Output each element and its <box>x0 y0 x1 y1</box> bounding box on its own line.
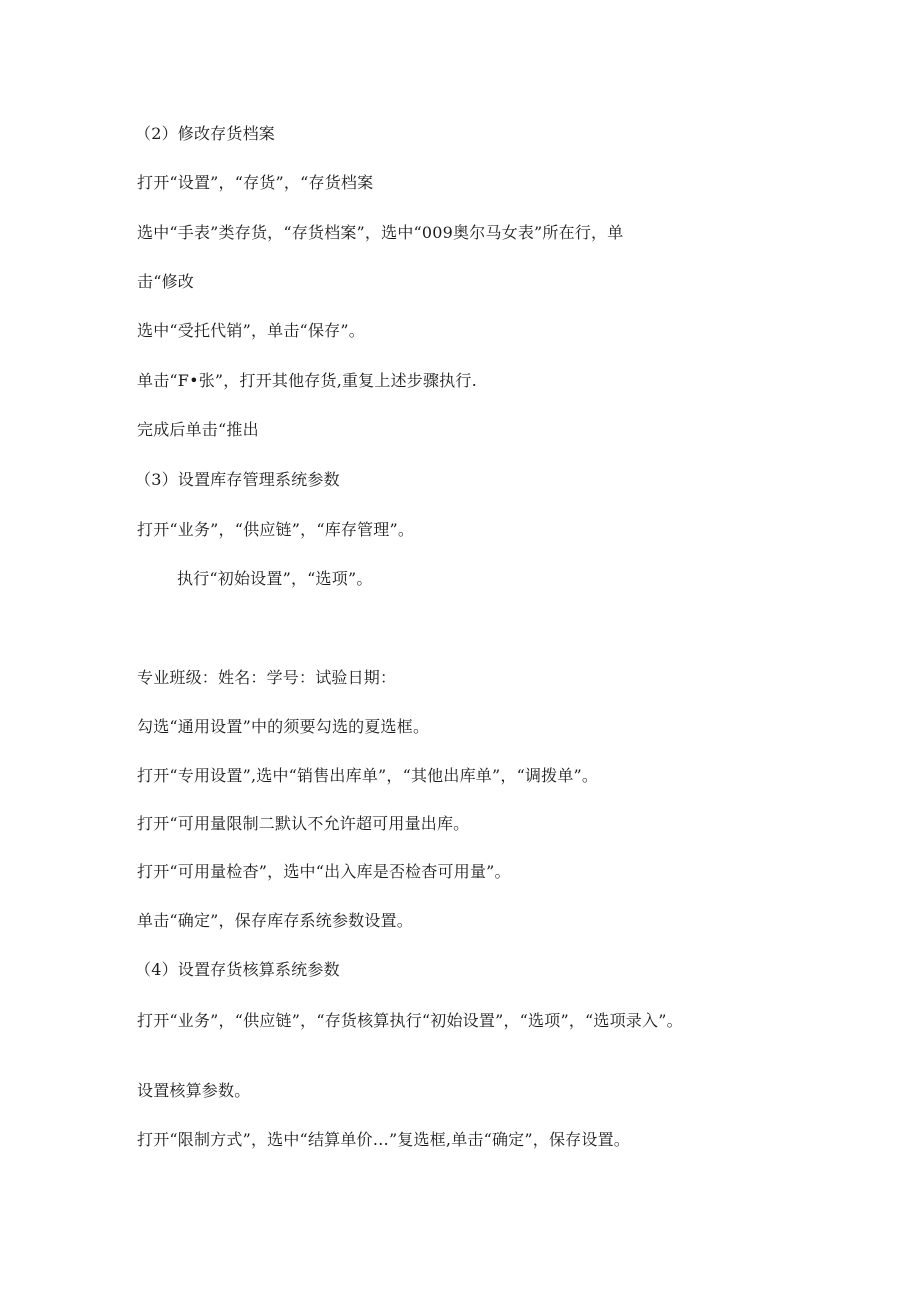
paragraph-line: 选中“手表”类存货，“存货档案”，选中“009奥尔马女表”所在行，单 <box>137 223 624 242</box>
paragraph-line: 完成后单击“推出 <box>137 420 259 439</box>
paragraph-line: 单击“F•张”，打开其他存货,重复上述步骤执行. <box>137 371 477 390</box>
section-heading-2: （2）修改存货档案 <box>135 124 275 143</box>
section-heading-3: （3）设置库存管理系统参数 <box>135 470 340 489</box>
paragraph-line: 执行“初始设置”，“选项”。 <box>177 569 373 588</box>
paragraph-line: 勾选“通用设置”中的须要勾选的夏选框。 <box>137 717 430 736</box>
paragraph-line: 选中“受托代销”，单击“保存”。 <box>137 321 365 340</box>
section-heading-4: （4）设置存货核算系统参数 <box>135 960 340 979</box>
paragraph-line: 打开“业务”，“供应链”，“库存管理”。 <box>137 520 415 539</box>
paragraph-line: 打开“可用量检杳”，选中“出入库是否检杳可用量”。 <box>137 862 511 881</box>
paragraph-line: 设置核算参数。 <box>137 1081 251 1100</box>
paragraph-line: 打开“专用设置”,选中“销售出库单”，“其他出库单”，“调拨单”。 <box>137 766 599 785</box>
paragraph-line: 打开“设置”，“存货”，“存货档案 <box>137 173 374 192</box>
paragraph-line: 单击“确定”，保存库存系统参数设置。 <box>137 911 413 930</box>
paragraph-line: 击“修改 <box>137 272 194 291</box>
student-info-line: 专业班级：姓名：学号：试验日期： <box>137 668 397 687</box>
paragraph-line: 打开“业务”，“供应链”，“存货核算执行“初始设置”，“选项”，“选项录入”。 <box>137 1011 683 1030</box>
paragraph-line: 打开“限制方式”，选中“结算单价…”复选框,单击“确定”，保存设置。 <box>137 1130 630 1149</box>
paragraph-line: 打开“可用量限制二默认不允许超可用量出库。 <box>137 814 470 833</box>
